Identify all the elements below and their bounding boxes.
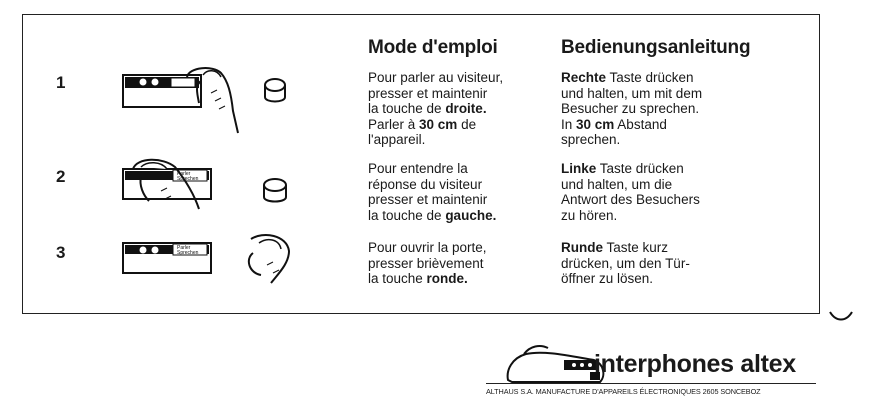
intercom-device-icon: [504, 340, 608, 384]
company-address: ALTHAUS S.A. MANUFACTURE D'APPAREILS ÉLECTRONIQUES 2605 SONCEBOZ: [486, 387, 761, 396]
button-label-parler: Parler: [177, 171, 191, 177]
button-label-parler-3: Parler: [177, 245, 191, 251]
step-2-illustration-icon: [103, 155, 293, 225]
step-1-illustration-icon: [103, 63, 293, 133]
step-2-text-german: Linke Taste drücken und halten, um die Antwort des Besuchers zu hören.: [561, 161, 700, 223]
button-label-sprechen-3: Sprechen: [177, 250, 199, 256]
brand-divider: [486, 383, 816, 384]
heading-german: Bedienungsanleitung: [561, 37, 751, 58]
step-3-text-german: Runde Taste kurz drücken, um den Tür- öffner zu lösen.: [561, 240, 690, 287]
heading-french: Mode d'emploi: [368, 37, 498, 58]
step-2-number: 2: [56, 167, 66, 186]
instruction-card: [22, 14, 820, 314]
step-1-number: 1: [56, 73, 66, 92]
step-3-illustration-icon: [103, 229, 293, 299]
step-1-text-french: Pour parler au visiteur, presser et maintenir la touche de droite. Parler à 30 cm de l'appareil.: [368, 70, 504, 148]
step-1-text-german: Rechte Taste drücken und halten, um mit dem Besucher zu sprechen. In 30 cm Abstand sprechen.: [561, 70, 703, 148]
step-2-text-french: Pour entendre la réponse du visiteur presser et maintenir la touche de gauche.: [368, 161, 497, 223]
step-3-number: 3: [56, 243, 66, 262]
step-3-text-french: Pour ouvrir la porte, presser brièvement la touche ronde.: [368, 240, 487, 287]
button-label-sprechen: Sprechen: [177, 176, 199, 182]
corner-arc-mark: [828, 310, 854, 324]
footer-logo: [486, 338, 816, 398]
brand-name: interphones altex: [594, 350, 796, 378]
